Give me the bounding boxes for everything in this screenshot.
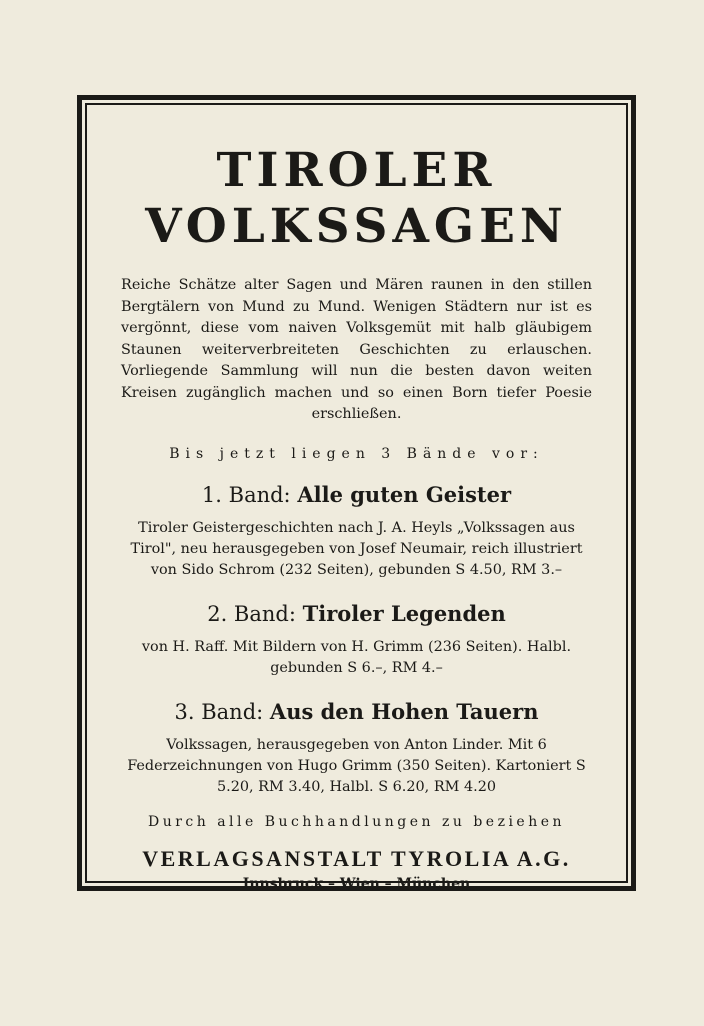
volume-description: Tiroler Geistergeschichten nach J. A. Heyls „Volkssagen aus Tirol", neu herausgegeben von Josef Neumair, reich illustriert von Sido Schrom (232 Seiten), gebunden S 4.50, RM 3.–	[130, 519, 583, 578]
volume-title: Alle guten Geister	[297, 481, 512, 507]
volume-label: 3. Band:	[174, 699, 264, 724]
volume-label: 1. Band:	[201, 482, 291, 507]
publisher-locations: Innsbruck – Wien – München	[242, 875, 471, 892]
volume-label: 2. Band:	[207, 601, 296, 626]
page-border	[77, 95, 636, 891]
volume-heading	[121, 482, 592, 508]
inner-border	[85, 103, 628, 892]
volume-description: Volkssagen, herausgegeben von Anton Linder. Mit 6 Federzeichnungen von Hugo Grimm (350 Seiten). Kartoniert S 5.20, RM 3.40, Halbl. S 6.20, RM 4.20	[127, 736, 586, 795]
volume-title: Aus den Hohen Tauern	[269, 698, 539, 724]
volume-heading	[121, 699, 592, 725]
volume-heading	[121, 601, 592, 627]
intro-paragraph: Reiche Schätze alter Sagen und Mären raunen in den stillen Bergtälern von Mund zu Mund. Wenigen Städtern nur ist es vergönnt, diese vom naiven Volksgemüt mit halb gläubigem Staunen weiterverbreiteten Geschichten zu erlauschen. Vorliegende Sammlung will nun die besten davon weiten Kreisen zugänglich machen und so einen Born tiefer Poesie erschließen.	[121, 277, 592, 422]
distribution-note: Durch alle Buchhandlungen zu beziehen	[147, 813, 566, 830]
volume-description: von H. Raff. Mit Bildern von H. Grimm (236 Seiten). Halbl. gebunden S 6.–, RM 4.–	[141, 638, 572, 676]
publisher-name: VERLAGSANSTALT TYROLIA A.G.	[142, 845, 571, 871]
title	[121, 143, 592, 255]
volume-3	[121, 699, 592, 798]
title-line-1: TIROLER	[216, 143, 497, 198]
advertisement-content	[121, 143, 592, 892]
volumes-lead: Bis jetzt liegen 3 Bände vor:	[169, 445, 544, 462]
volume-1	[121, 482, 592, 581]
volume-title: Tiroler Legenden	[302, 600, 506, 626]
volume-2	[121, 601, 592, 679]
title-line-2: VOLKSSAGEN	[145, 199, 568, 254]
